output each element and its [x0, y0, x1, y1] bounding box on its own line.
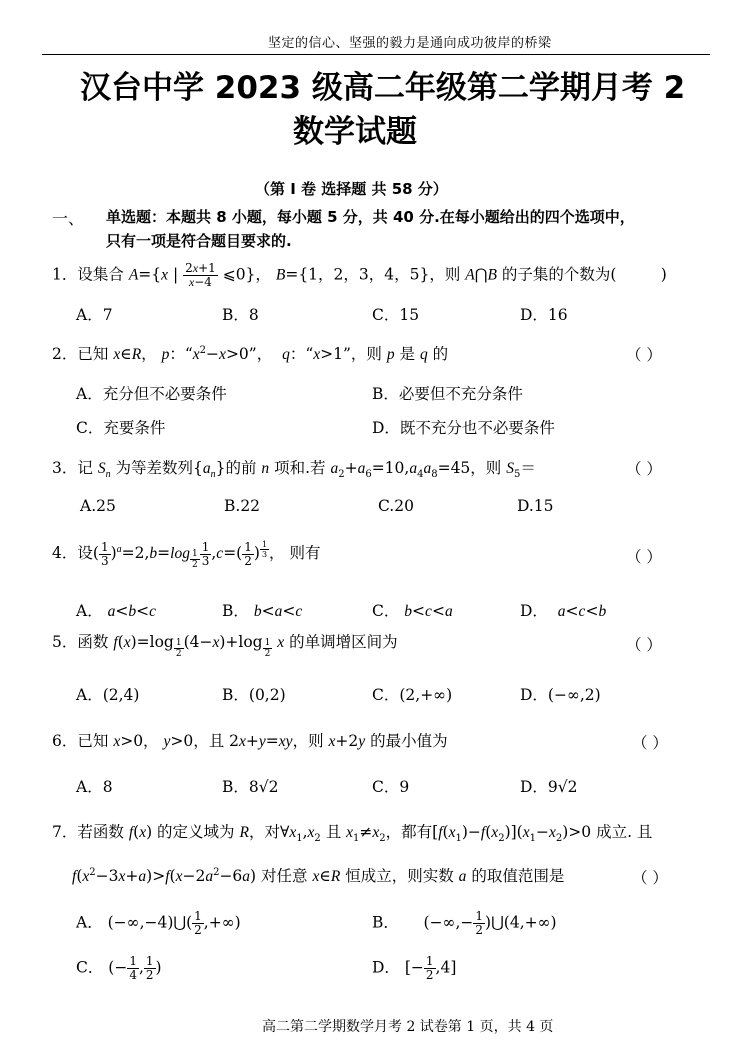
q7-option-d[interactable]: D． [− $\frac{1}{2}$ ,4]: [372, 954, 457, 982]
q4-answer-paren: （ ）: [626, 548, 662, 566]
q2-option-d[interactable]: D．既不充分也不必要条件: [372, 419, 555, 437]
q3-option-d[interactable]: D.15: [517, 497, 554, 515]
q6-option-d[interactable]: D．9√2: [520, 778, 578, 796]
question-3: 3．记 $S_n$ 为等差数列$\{a_n\}$的前 n 项和.若 $a_2+a_6=10,a_4a_8=45$，则 $S_5=$: [52, 459, 536, 481]
q5-option-c[interactable]: C．(2,+∞): [372, 686, 453, 704]
header-rule: [42, 54, 710, 55]
q1-option-b[interactable]: B．8: [222, 306, 259, 324]
section-number: 一、: [52, 209, 85, 228]
q6-option-a[interactable]: A．8: [76, 778, 113, 796]
q3-option-a[interactable]: A.25: [80, 497, 116, 515]
q5-option-d[interactable]: D．(−∞,2): [520, 686, 601, 704]
exam-title: 汉台中学 2023 级高二年级第二学期月考 2: [80, 70, 686, 106]
q6-option-b[interactable]: B．8√2: [222, 778, 279, 796]
q2-option-b[interactable]: B．必要但不充分条件: [372, 385, 523, 403]
q2-option-a[interactable]: A．充分但不必要条件: [76, 385, 227, 403]
q1-option-d[interactable]: D．16: [520, 306, 568, 324]
question-5: 5．函数 f(x)=log $_{\frac{1}{2}}$ (4−x)+log $_{\frac{1}{2}}$ x 的单调增区间为: [52, 633, 398, 660]
q2-answer-paren: （ ）: [626, 346, 662, 364]
q4-option-c[interactable]: C． b<c<a: [372, 602, 453, 620]
q6-option-c[interactable]: C．9: [372, 778, 410, 796]
q4-option-b[interactable]: B． b<a<c: [222, 602, 303, 620]
q3-option-c[interactable]: C.20: [378, 497, 414, 515]
q2-option-c[interactable]: C．充要条件: [76, 419, 166, 437]
q5-answer-paren: （ ）: [626, 636, 662, 654]
question-6: 6．已知 x>0， y>0，且 2x+y=xy，则 x+2y 的最小值为: [52, 732, 448, 750]
q7-answer-paren: （ ）: [632, 869, 668, 887]
exam-subject: 数学试题: [293, 114, 417, 150]
q1-option-a[interactable]: A．7: [76, 306, 113, 324]
section-instructions-1: 单选题：本题共 8 小题，每小题 5 分，共 40 分.在每小题给出的四个选项中，: [106, 208, 635, 226]
q4-option-d[interactable]: D． a<c<b: [520, 602, 607, 620]
question-2: 2．已知 x∈R， p：“$x^2-x>0$”， q：“x>1”，则 p 是 q 的: [52, 344, 449, 363]
question-4: 4．设( $\frac{1}{3}$ )$^a$=2,b=log $_{\frac{1}{2}}$ $\frac{1}{3}$ ,c=( $\frac{1}{2}$ ) $^{\frac{1}{3}}$ ， 则有: [52, 539, 321, 571]
q1-option-c[interactable]: C．15: [372, 306, 420, 324]
page-footer: 高二第二学期数学月考 2 试卷第 1 页，共 4 页: [262, 1019, 554, 1035]
section-instructions-2: 只有一项是符合题目要求的.: [106, 232, 292, 250]
q7-option-c[interactable]: C． (− $\frac{1}{4}$ , $\frac{1}{2}$ ): [76, 954, 162, 982]
q3-answer-paren: （ ）: [626, 460, 662, 478]
q6-answer-paren: （ ）: [632, 734, 668, 752]
q5-option-b[interactable]: B．(0,2): [222, 686, 286, 704]
q5-option-a[interactable]: A．(2,4): [76, 686, 140, 704]
question-1: 1．设集合 A={x | $\frac{2x+1}{x-4}$ ⩽0}， B={1，2，3，4，5}，则 A⋂B 的子集的个数为( ): [52, 261, 667, 289]
q7-option-a[interactable]: A． (−∞,−4)⋃( $\frac{1}{2}$ ,+∞): [76, 909, 241, 937]
q7-option-b[interactable]: B． (−∞,− $\frac{1}{2}$ )⋃(4,+∞): [372, 909, 557, 937]
q3-option-b[interactable]: B.22: [224, 497, 261, 515]
question-7-line2: $f(x^2-3x+a)>f(x-2a^2-6a)$ 对任意 x∈R 恒成立，则实数 a 的取值范围是: [72, 866, 565, 885]
question-7: 7．若函数 f(x) 的定义域为 R，对$\forall x_1,x_2$ 且 $x_1\ne x_2$，都有$[f(x_1)-f(x_2)](x_1-x_2)>0$ 成立. 且: [52, 823, 653, 845]
part-heading: （第 I 卷 选择题 共 58 分）: [255, 180, 448, 198]
page-motto: 坚定的信心、坚强的毅力是通向成功彼岸的桥梁: [268, 36, 552, 51]
q4-option-a[interactable]: A． a<b<c: [76, 602, 157, 620]
